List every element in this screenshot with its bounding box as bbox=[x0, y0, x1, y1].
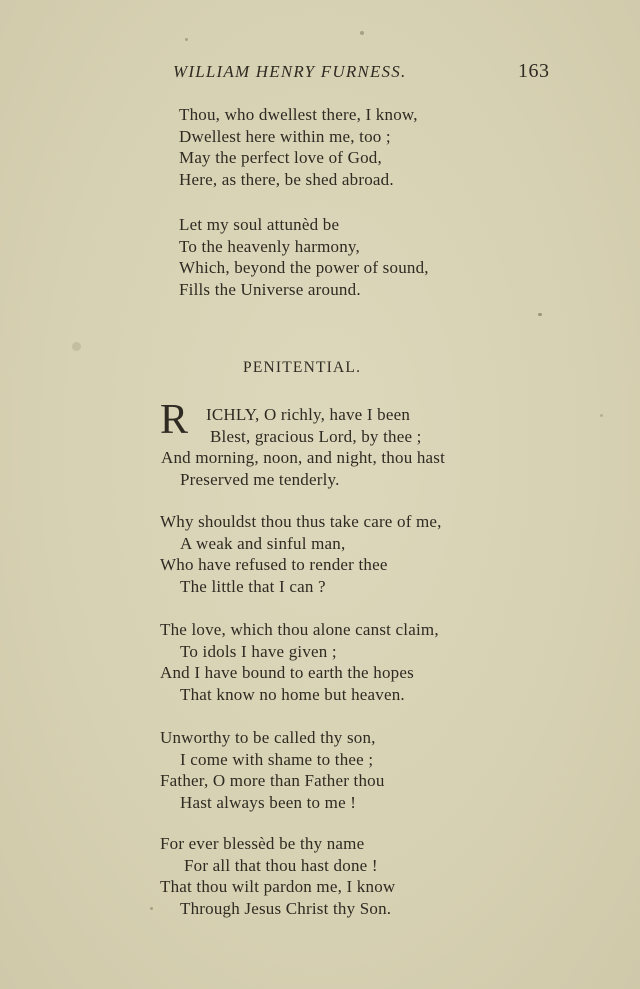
poem-line: The little that I can ? bbox=[180, 577, 326, 596]
poem-line: Let my soul attunèd be bbox=[179, 215, 340, 234]
page-number: 163 bbox=[518, 60, 550, 82]
poem-line: That know no home but heaven. bbox=[180, 685, 405, 704]
poem-line: Preserved me tenderly. bbox=[180, 470, 340, 489]
ink-speck bbox=[360, 31, 364, 35]
poem-line: To idols I have given ; bbox=[180, 642, 337, 661]
ink-speck bbox=[538, 313, 542, 316]
poem-line: I come with shame to thee ; bbox=[180, 750, 374, 769]
poem-line: ICHLY, O richly, have I been bbox=[206, 405, 411, 424]
poem-line: Here, as there, be shed abroad. bbox=[179, 170, 394, 189]
poem-line: Through Jesus Christ thy Son. bbox=[180, 899, 392, 918]
poem-line: May the perfect love of God, bbox=[179, 148, 382, 167]
poem-title: PENITENTIAL. bbox=[243, 359, 362, 376]
poem-line: Fills the Universe around. bbox=[179, 280, 361, 299]
poem-line: A weak and sinful man, bbox=[180, 534, 346, 553]
poem-line: For ever blessèd be thy name bbox=[160, 834, 365, 853]
poem-line: For all that thou hast done ! bbox=[184, 856, 378, 875]
ink-speck bbox=[150, 907, 153, 910]
ink-speck bbox=[185, 38, 188, 41]
poem-line: The love, which thou alone canst claim, bbox=[160, 620, 439, 639]
running-head: WILLIAM HENRY FURNESS. bbox=[173, 62, 407, 81]
poem-line: Blest, gracious Lord, by thee ; bbox=[210, 427, 422, 446]
poem-line: Hast always been to me ! bbox=[180, 793, 357, 812]
poem-line: To the heavenly harmony, bbox=[179, 237, 360, 256]
poem-line: And morning, noon, and night, thou hast bbox=[161, 448, 446, 467]
poem-line: Unworthy to be called thy son, bbox=[160, 728, 376, 747]
poem-line: Why shouldst thou thus take care of me, bbox=[160, 512, 442, 531]
ink-speck bbox=[600, 414, 603, 417]
poem-line: Father, O more than Father thou bbox=[160, 771, 385, 790]
drop-cap: R bbox=[160, 397, 189, 443]
page-header bbox=[0, 60, 640, 86]
poem-line: Dwellest here within me, too ; bbox=[179, 127, 391, 146]
poem-line: Thou, who dwellest there, I know, bbox=[179, 105, 418, 124]
ink-speck bbox=[72, 342, 81, 351]
poem-line: Who have refused to render thee bbox=[160, 555, 388, 574]
poem-line: Which, beyond the power of sound, bbox=[179, 258, 429, 277]
poem-line: And I have bound to earth the hopes bbox=[160, 663, 414, 682]
poem-line: That thou wilt pardon me, I know bbox=[160, 877, 396, 896]
